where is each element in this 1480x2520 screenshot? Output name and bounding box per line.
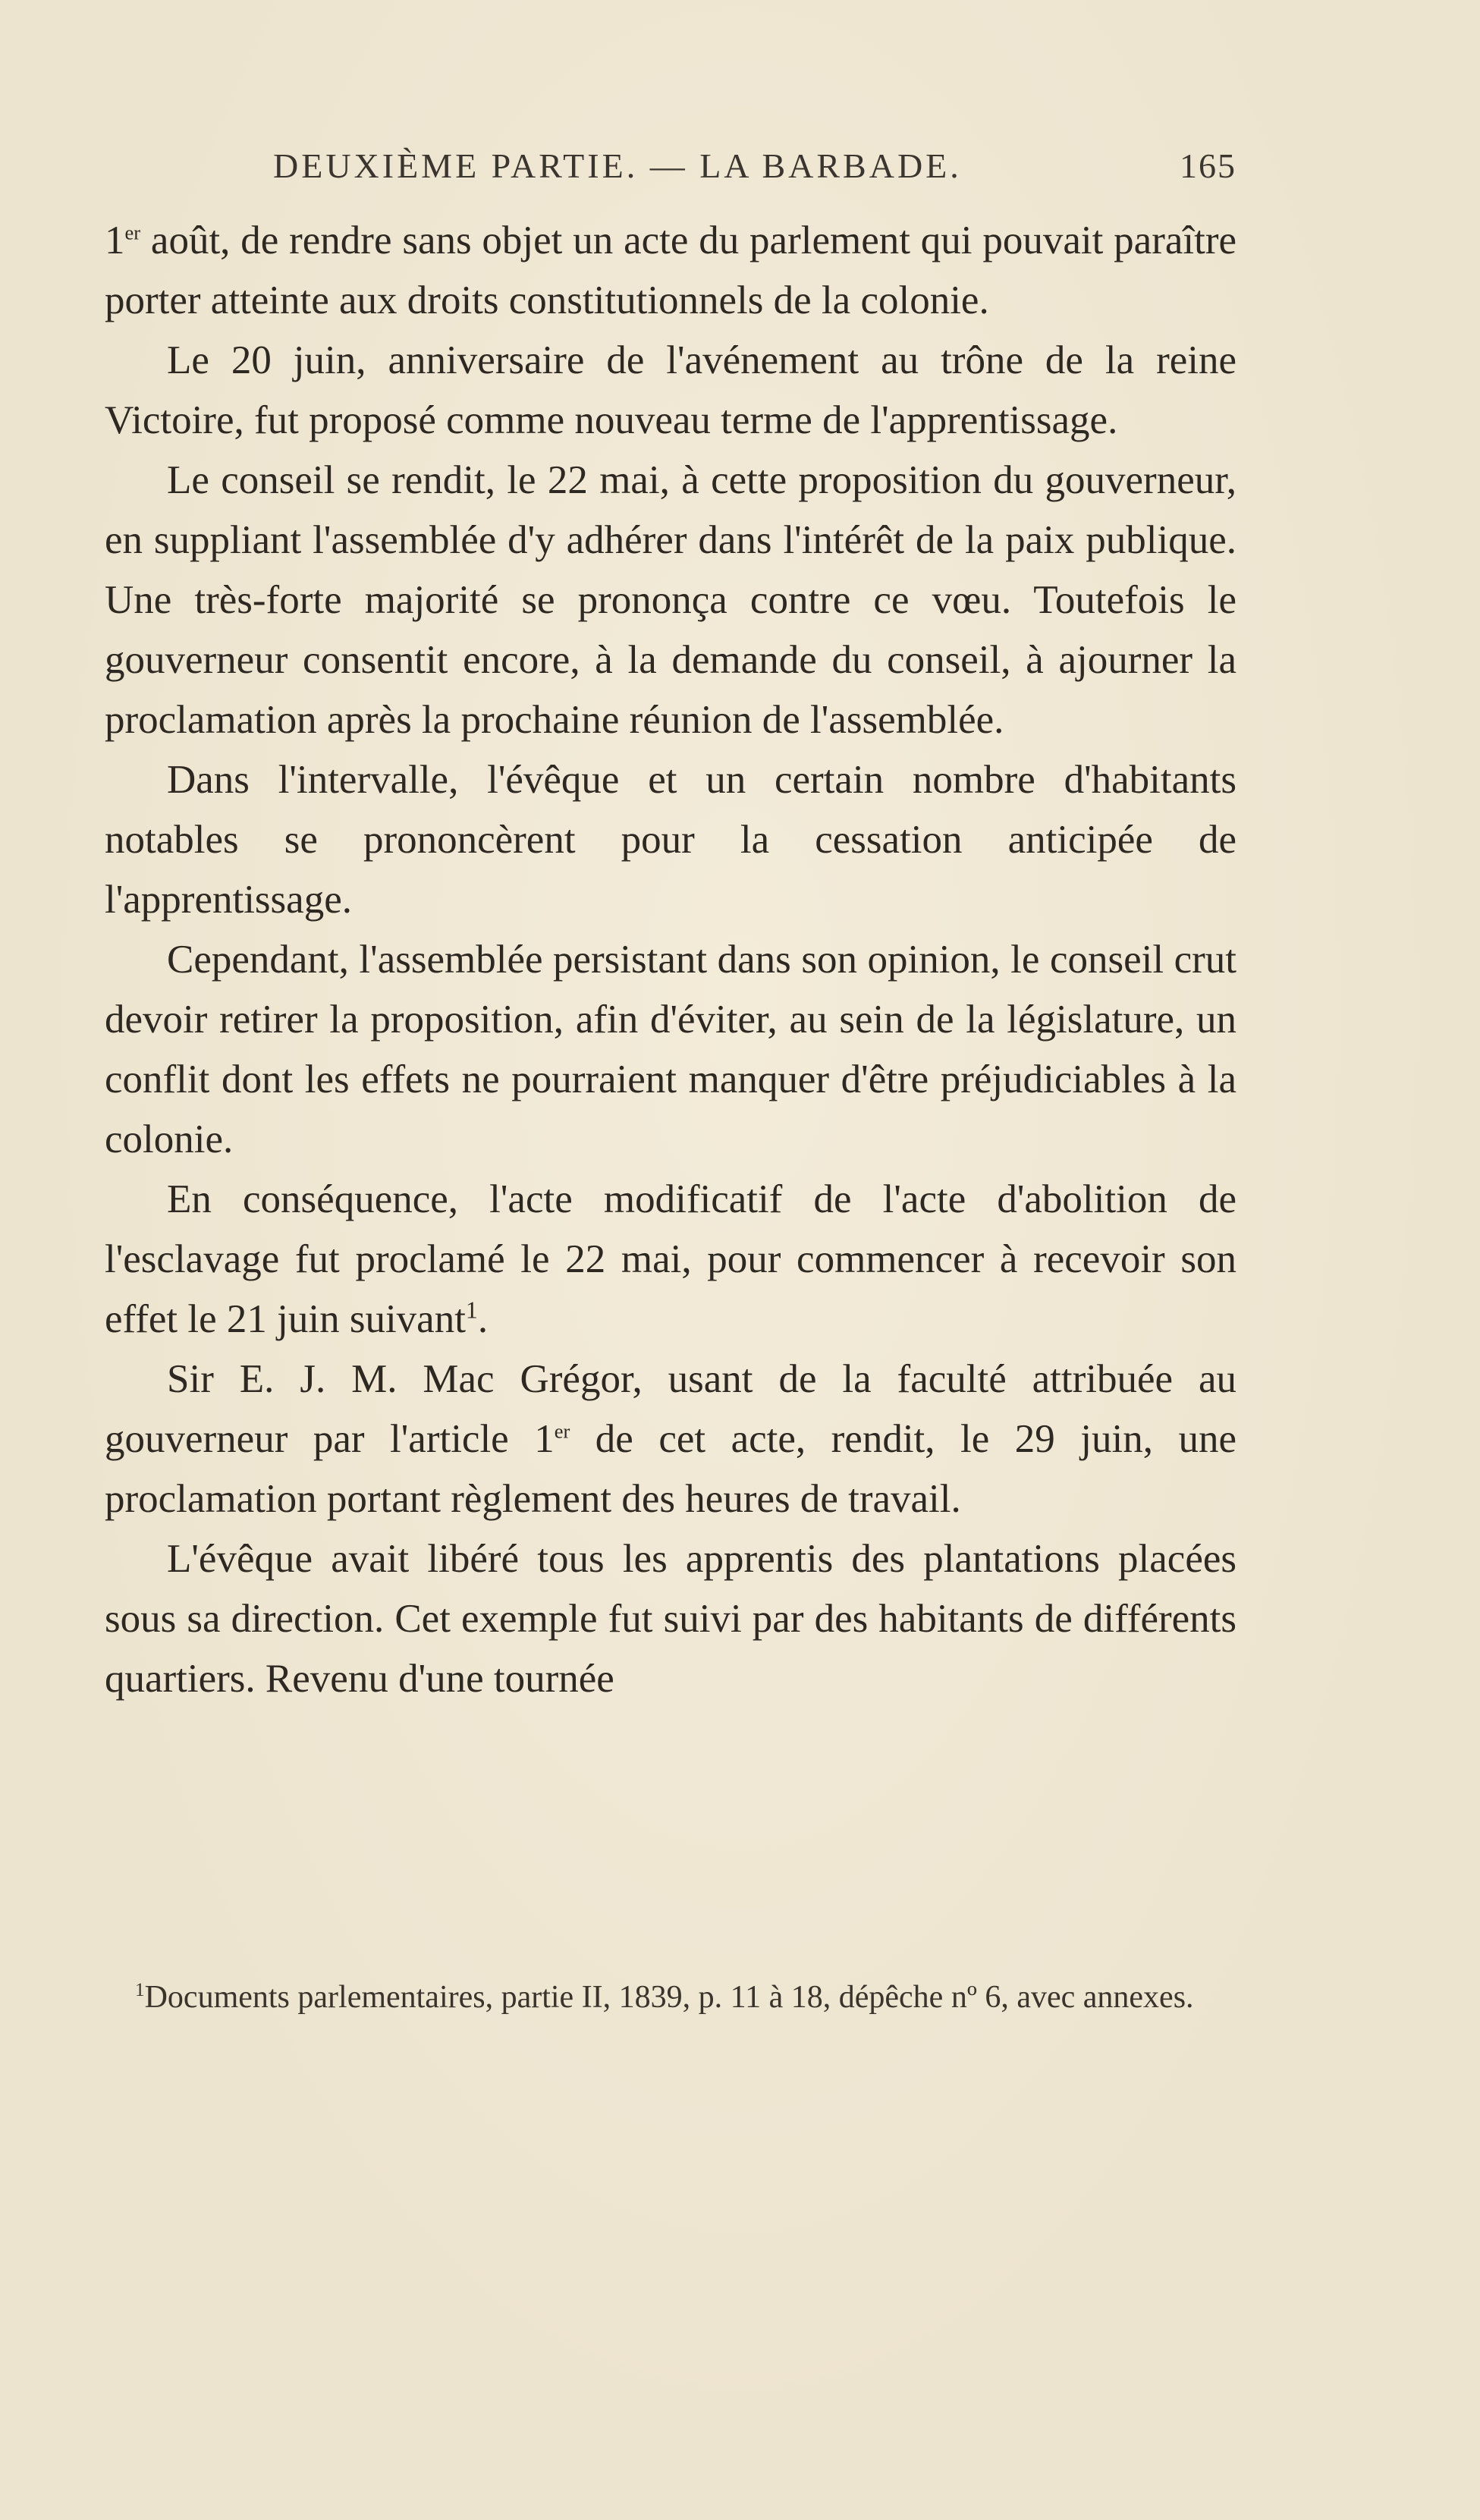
paragraph-text: L'évêque avait libéré tous les apprentis des plantations placées sous sa direction. Cet exemple fut suivi par des habitants de différents quartiers. Revenu d'une tournée [105,1537,1236,1701]
ordinal-superscript: er [554,1419,570,1443]
ordinal-superscript: er [124,221,141,244]
footnote-text [105,1972,1236,2022]
footnote-reference: 1 [465,1296,478,1324]
paragraph-8 [105,1529,1236,1709]
page-number: 165 [1180,146,1236,185]
ordinal-number: 1 [105,218,125,262]
body-text [105,211,1236,1709]
paragraph-5 [105,930,1236,1170]
paragraph-text: En conséquence, l'acte modificatif de l'acte d'abolition de l'esclavage fut proclamé le 22 mai, pour commencer à recevoir son effet le 21 juin suivant [105,1177,1236,1341]
paragraph-tail: . [477,1297,489,1341]
footnote-mark: 1 [135,1980,145,2000]
paragraph-6 [105,1170,1236,1350]
paragraph-text-continued: de cet acte, rendit, le 29 juin, une proclamation portant règlement des heures de travail. [105,1417,1236,1521]
paragraph-text: Dans l'intervalle, l'évêque et un certain nombre d'habitants notables se prononcèrent pour la cessation anticipée de l'apprentissage. [105,758,1236,922]
paragraph-text: août, de rendre sans objet un acte du parlement qui pouvait paraître porter atteinte aux droits constitutionnels de la colonie. [105,218,1236,322]
paragraph-text: Sir E. J. M. Mac Grégor, usant de la faculté attribuée au gouverneur par l'article 1 [105,1357,1236,1461]
paragraph-text: Le conseil se rendit, le 22 mai, à cette proposition du gouverneur, en suppliant l'assemblée d'y adhérer dans l'intérêt de la paix publique. Une très-forte majorité se prononça contre ce vœu. Toutefois le gouverneur consentit encore, à la demande du conseil, à ajourner la proclamation après la prochaine réunion de l'assemblée. [105,458,1236,742]
page-header [273,146,1236,199]
paragraph-text: Le 20 juin, anniversaire de l'avénement au trône de la reine Victoire, fut proposé comme nouveau terme de l'apprentissage. [105,338,1236,442]
paragraph-1 [105,211,1236,331]
running-title: DEUXIÈME PARTIE. — LA BARBADE. [273,146,962,185]
footnote-body: Documents parlementaires, partie II, 1839, p. 11 à 18, dépêche nº 6, avec annexes. [144,1980,1194,2015]
paragraph-4 [105,750,1236,930]
paragraph-text: Cependant, l'assemblée persistant dans son opinion, le conseil crut devoir retirer la proposition, afin d'éviter, au sein de la législature, un conflit dont les effets ne pourraient manquer d'être préjudiciables à la colonie. [105,938,1236,1161]
paragraph-7 [105,1350,1236,1529]
paragraph-3 [105,451,1236,750]
paragraph-2 [105,331,1236,451]
footnote [105,1972,1236,2022]
